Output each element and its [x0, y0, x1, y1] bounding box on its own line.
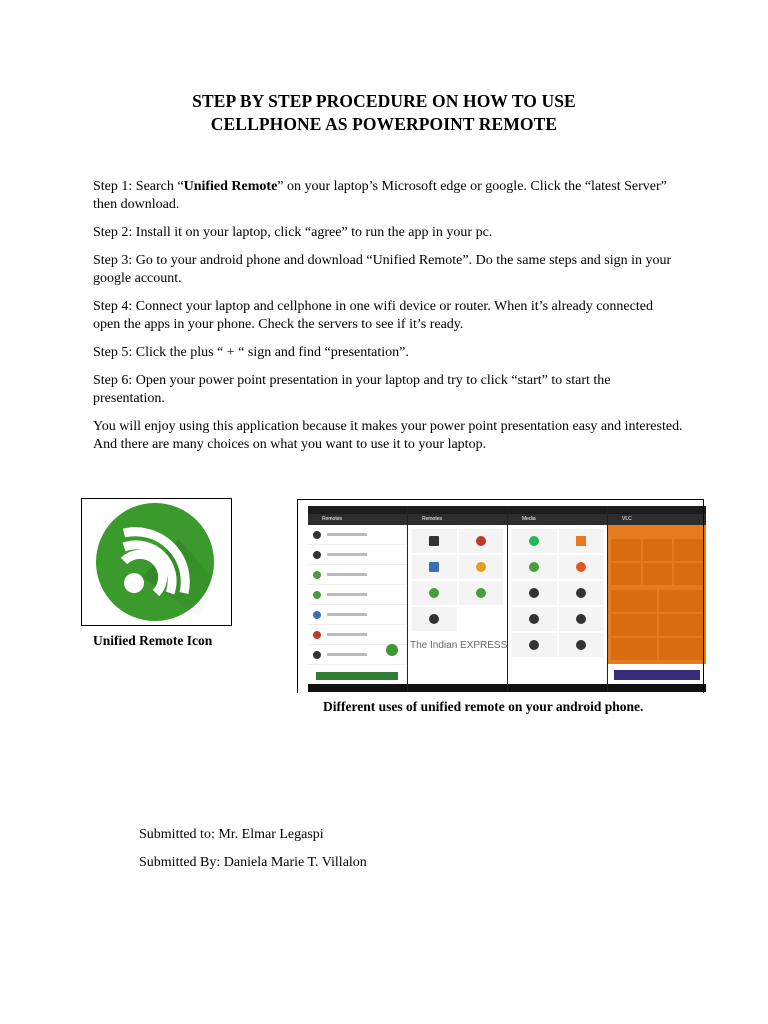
tile: [459, 555, 504, 579]
tile: [512, 607, 557, 631]
step-1-suffix: ” on your laptop’s Microsoft edge or google. Click the “latest Server” then download.: [93, 179, 667, 212]
vlc-button: [643, 539, 673, 561]
tile: [559, 633, 604, 657]
status-bar: [408, 506, 507, 514]
title-line-1: STEP BY STEP PROCEDURE ON HOW TO USE: [192, 91, 576, 111]
phone-screen-remote-grid: [408, 506, 507, 692]
watermark-text: The Indian EXPRESS: [410, 640, 508, 651]
phone-screenshots: [308, 506, 706, 692]
step-5: Step 5: Click the plus “ + “ sign and find “presentation”.: [93, 345, 409, 360]
step-3: Step 3: Go to your android phone and download “Unified Remote”. Do the same steps and sign in your google account.: [93, 253, 672, 286]
phone-screen-vlc: [608, 506, 706, 692]
submitted-by: Submitted By: Daniela Marie T. Villalon: [139, 855, 367, 870]
vlc-button: [611, 563, 641, 585]
ad-banner: [614, 670, 700, 680]
tile: [459, 607, 504, 631]
tile: [512, 581, 557, 605]
phone-screenshots-frame: [297, 499, 703, 693]
step-1-bold: Unified Remote: [183, 179, 278, 194]
title-line-2: CELLPHONE AS POWERPOINT REMOTE: [210, 114, 558, 134]
nav-bar: [408, 684, 507, 692]
status-bar: [508, 506, 607, 514]
nav-bar: [608, 684, 706, 692]
vlc-button: [611, 590, 657, 612]
phone-screen-remotes: [308, 506, 407, 692]
vlc-button: [659, 638, 705, 660]
status-bar: [308, 506, 407, 514]
phones-caption: Different uses of unified remote on your android phone.: [323, 699, 644, 714]
vlc-button: [659, 614, 705, 636]
list-item: [308, 565, 407, 585]
tile: [459, 581, 504, 605]
tile: [412, 555, 457, 579]
step-4: Step 4: Connect your laptop and cellphone in one wifi device or router. When it’s already connected open the apps in your phone. Check the servers to see if it’s ready.: [93, 299, 653, 332]
nav-bar: [308, 684, 407, 692]
tile: [559, 581, 604, 605]
list-item: [308, 585, 407, 605]
vlc-button: [674, 539, 704, 561]
tile: [559, 607, 604, 631]
step-1: [93, 178, 683, 214]
submitted-to: Submitted to: Mr. Elmar Legaspi: [139, 827, 324, 842]
app-bar-title: Remotes: [408, 514, 507, 525]
unified-remote-icon-frame: [81, 498, 232, 626]
list-item: [308, 545, 407, 565]
tile: [412, 607, 457, 631]
list-item: [308, 525, 407, 545]
steps-section: [93, 178, 683, 464]
vlc-control-panel: [608, 525, 706, 664]
tile: [512, 555, 557, 579]
step-6: Step 6: Open your power point presentation in your laptop and try to click “start” to start the presentation.: [93, 373, 611, 406]
vlc-button: [611, 539, 641, 561]
tile: [412, 529, 457, 553]
list-item: [308, 605, 407, 625]
document-title: [0, 90, 768, 136]
vlc-button: [643, 563, 673, 585]
tile: [412, 581, 457, 605]
tile: [559, 529, 604, 553]
step-2: Step 2: Install it on your laptop, click “agree” to run the app in your pc.: [93, 225, 493, 240]
unified-remote-icon: [82, 499, 233, 627]
app-bar-title: Media: [508, 514, 607, 525]
vlc-button: [659, 590, 705, 612]
tile: [512, 633, 557, 657]
status-bar: [608, 506, 706, 514]
nav-bar: [508, 684, 607, 692]
vlc-button: [611, 614, 657, 636]
step-1-prefix: Step 1: Search “: [93, 179, 184, 194]
list-item: [308, 625, 407, 645]
fab-add-icon: [386, 644, 398, 656]
icon-caption: Unified Remote Icon: [93, 633, 213, 648]
app-bar-title: Remotes: [308, 514, 407, 525]
app-bar-title: VLC: [608, 514, 706, 525]
tile: [459, 529, 504, 553]
phone-screen-media: [508, 506, 607, 692]
tile: [512, 529, 557, 553]
closing-paragraph: You will enjoy using this application because it makes your power point presentation easy and interested. And there are many choices on what you want to use it to your laptop.: [93, 419, 683, 452]
vlc-button: [674, 563, 704, 585]
vlc-button: [611, 638, 657, 660]
ad-banner: [316, 672, 398, 680]
frame-edge: [703, 499, 704, 693]
tile: [559, 555, 604, 579]
